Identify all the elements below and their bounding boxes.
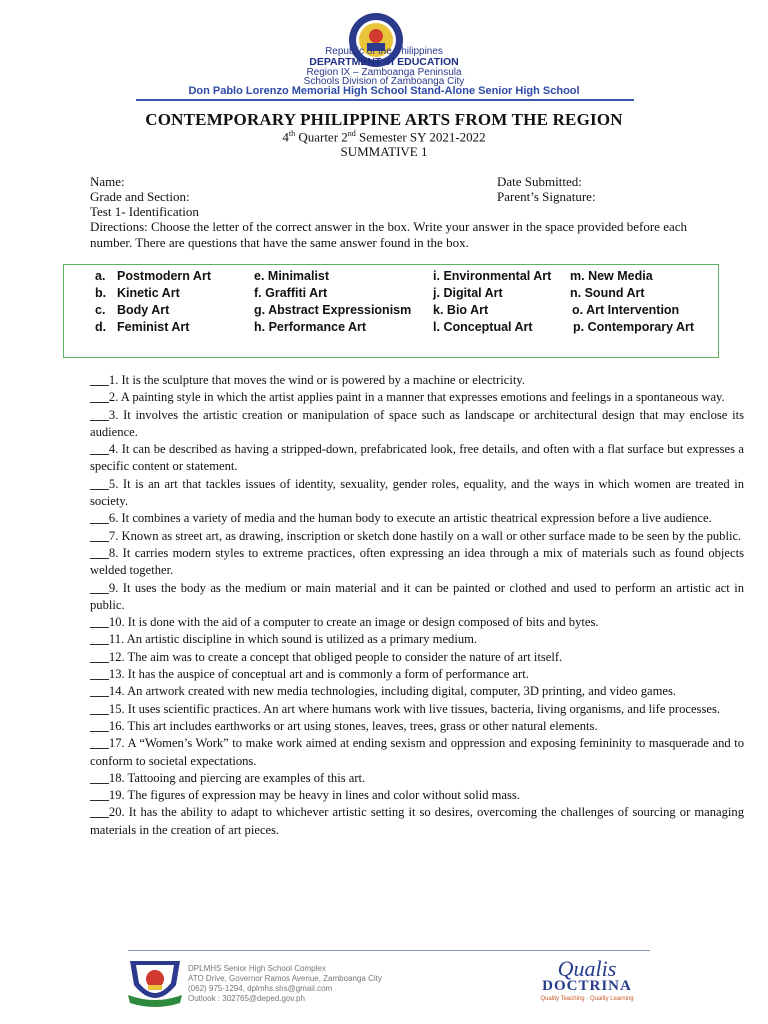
header-department: DEPARTMENT of EDUCATION — [309, 56, 459, 68]
answer-blank[interactable]: ___ — [90, 788, 109, 803]
answer-blank[interactable]: ___ — [90, 632, 109, 647]
answer-blank[interactable]: ___ — [90, 373, 109, 387]
question-item: ___14. An artwork created with new media technologies, including digital, computer, 3D printing, and video games. — [90, 684, 677, 699]
header-republic: Republic of the Philippines — [325, 46, 443, 57]
answer-blank[interactable]: ___ — [90, 701, 109, 716]
grade-section-field: Grade and Section: — [90, 189, 190, 204]
parents-signature-field: Parent’s Signature: — [497, 189, 596, 204]
option-e: e. Minimalist — [254, 269, 330, 283]
option-g: g. Abstract Expressionism — [254, 303, 412, 317]
footer-contact: (062) 975-1294, dplmhs.shs@gmail.com — [188, 984, 333, 993]
question-item: ___15. It uses scientific practices. An art where humans work with live tissues, bacteria, living organisms, and life processes. — [90, 701, 721, 716]
answer-blank[interactable]: ___ — [90, 545, 109, 560]
answer-blank[interactable]: ___ — [90, 528, 109, 543]
question-item: ___18. Tattooing and piercing are examples of this art. — [90, 770, 366, 785]
answer-blank[interactable]: ___ — [90, 649, 109, 664]
option-i: i. Environmental Art — [433, 269, 552, 283]
question-item: ___9. It uses the body as the medium or main material and it can be painted or clothed and used to perform an artistic act in public. — [90, 580, 744, 612]
answer-blank[interactable]: ___ — [90, 615, 109, 630]
answer-blank[interactable]: ___ — [90, 476, 109, 491]
question-item: ___2. A painting style in which the artist applies paint in a manner that expresses emotions and feelings in a spontaneous way. — [90, 390, 725, 405]
test-heading: Test 1- Identification — [90, 204, 199, 219]
option-a: a. Postmodern Art — [95, 269, 211, 283]
answer-blank[interactable]: ___ — [90, 442, 109, 457]
question-item: ___16. This art includes earthworks or art using stones, leaves, trees, grass or other natural elements. — [90, 718, 598, 733]
option-h: h. Performance Art — [254, 320, 367, 334]
qualis-doctrina-logo — [532, 958, 642, 1008]
footer-divider — [128, 950, 650, 951]
question-item: ___19. The figures of expression may be heavy in lines and color without solid mass. — [90, 788, 520, 803]
option-l: l. Conceptual Art — [433, 320, 533, 334]
answer-blank[interactable]: ___ — [90, 407, 109, 422]
question-item: ___20. It has the ability to adapt to whichever artistic setting it so desires, overcoming the challenges of sourcing or managing materials in the creation of art pieces. — [90, 805, 744, 837]
question-item: ___13. It has the auspice of conceptual art and is commonly a form of performance art. — [90, 667, 529, 682]
directions: Directions: Choose the letter of the correct answer in the box. Write your answer in the space provided before each number. There are questions that have the same answer found in the box. — [90, 219, 688, 250]
answer-blank[interactable]: ___ — [90, 805, 109, 820]
option-j: j. Digital Art — [433, 286, 503, 300]
option-k: k. Bio Art — [433, 303, 489, 317]
footer-address-2: ATO Drive, Governor Ramos Avenue, Zamboanga City — [188, 974, 382, 983]
header-divider — [136, 99, 634, 101]
question-item: ___4. It can be described as having a stripped-down, prefabricated look, free details, and often with a flat surface but expresses a specific content or statement. — [90, 442, 744, 474]
answer-blank[interactable]: ___ — [90, 580, 109, 595]
question-item: ___12. The aim was to create a concept that obliged people to consider the nature of art itself. — [90, 649, 563, 664]
school-logo — [126, 955, 184, 1013]
questions-list — [90, 372, 744, 839]
option-d: d. Feminist Art — [95, 320, 190, 334]
answer-blank[interactable]: ___ — [90, 718, 109, 733]
qualis-tagline: Quality Teaching · Quality Learning — [540, 996, 634, 1002]
header-region: Region IX – Zamboanga Peninsula — [306, 67, 462, 78]
option-o: o. Art Intervention — [572, 303, 680, 317]
header-school: Don Pablo Lorenzo Memorial High School Stand-Alone Senior High School — [188, 85, 580, 97]
date-submitted-field: Date Submitted: — [497, 174, 582, 189]
answer-blank[interactable]: ___ — [90, 390, 109, 405]
page-title: CONTEMPORARY PHILIPPINE ARTS FROM THE REGION — [145, 110, 623, 129]
option-f: f. Graffiti Art — [254, 286, 328, 300]
footer-address-1: DPLMHS Senior High School Complex — [188, 964, 326, 973]
summative-label: SUMMATIVE 1 — [340, 144, 428, 159]
question-item: ___8. It carries modern styles to extreme practices, often expressing an idea through a mix of materials such as found objects welded together. — [90, 545, 744, 578]
question-item: ___11. An artistic discipline in which sound is utilized as a primary medium. — [90, 632, 478, 647]
question-item: ___1. It is the sculpture that moves the wind or is powered by a machine or electricity. — [90, 373, 525, 387]
option-b: b. Kinetic Art — [95, 286, 180, 300]
option-c: c. Body Art — [95, 303, 170, 317]
answer-blank[interactable]: ___ — [90, 667, 109, 682]
question-item: ___5. It is an art that tackles issues of identity, sexuality, gender roles, equality, and the ways in which women are treated in society. — [90, 476, 744, 509]
question-item: ___10. It is done with the aid of a computer to create an image or design composed of bits and bytes. — [90, 615, 599, 630]
header-division: Schools Division of Zamboanga City — [303, 76, 465, 87]
doctrina-word: DOCTRINA — [542, 978, 632, 994]
question-item: ___6. It combines a variety of media and the human body to execute an artistic theatrical expression before a live audience. — [90, 511, 712, 526]
quarter-semester: 4th Quarter 2nd Semester SY 2021-2022 — [282, 129, 486, 145]
question-item: ___17. A “Women’s Work” to make work aimed at ending sexism and oppression and exposing femininity to masquerade and to conform to societal expectations. — [90, 736, 744, 768]
question-item: ___3. It involves the artistic creation or manipulation of space such as landscape or architectural design that may enclose its audience. — [90, 407, 744, 439]
option-m: m. New Media — [570, 269, 653, 283]
answer-blank[interactable]: ___ — [90, 770, 109, 785]
name-field: Name: — [90, 174, 125, 189]
answer-blank[interactable]: ___ — [90, 736, 109, 751]
footer-outlook: Outlook : 302765@deped.gov.ph — [188, 994, 305, 1003]
answer-blank[interactable]: ___ — [90, 511, 109, 526]
option-p: p. Contemporary Art — [573, 320, 695, 334]
answer-blank[interactable]: ___ — [90, 684, 109, 699]
qualis-word: Qualis — [557, 956, 617, 981]
question-item: ___7. Known as street art, as drawing, inscription or sketch done hastily on a wall or other surface made to be seen by the public. — [90, 528, 742, 543]
option-n: n. Sound Art — [570, 286, 645, 300]
